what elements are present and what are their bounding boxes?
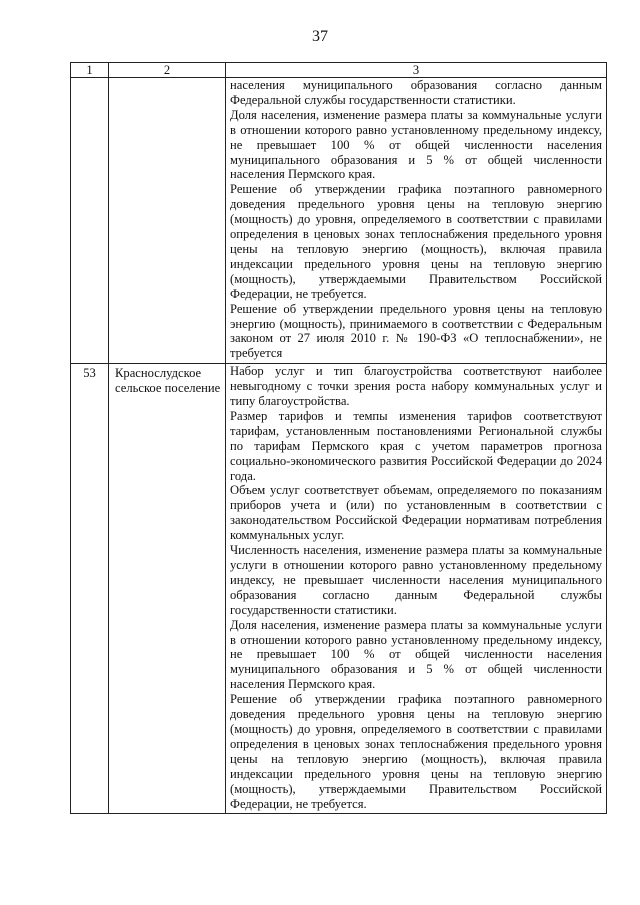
column-header-number: 1 (71, 63, 109, 78)
page-number: 37 (312, 28, 328, 45)
column-header-description: 3 (226, 63, 607, 78)
description-paragraph: Решение об утверждении графика поэтапного равномерного доведения предельного уровня цены на тепловую энергию (мощность) до уровня, определяемого в соответствии с правилами определения в ценовых зонах теплоснабжения предельного уровня цены на тепловую энергию (мощность), включая правила индексации предельного уровня цены на тепловую энергию (мощность), утверждаемыми Правительством Российской Федерации, не требуется. (230, 692, 602, 811)
municipality-name-cell: Краснослудское сельское поселение (109, 364, 226, 814)
row-number-cell: 53 (71, 364, 109, 814)
table-row (71, 78, 607, 364)
description-paragraph: Объем услуг соответствует объемам, определяемого по показаниям приборов учета и (или) по установленным в соответствии с законодательством Российской Федерации нормативам потребления коммунальных услуг. (230, 483, 602, 543)
description-paragraph: Решение об утверждении графика поэтапного равномерного доведения предельного уровня цены на тепловую энергию (мощность) до уровня, определяемого в соответствии с правилами определения в ценовых зонах теплоснабжения предельного уровня цены на тепловую энергию (мощность), включая правила индексации предельного уровня цены на тепловую энергию (мощность), утверждаемыми Правительством Российской Федерации, не требуется. (230, 182, 602, 301)
description-paragraph: Численность населения, изменение размера платы за коммунальные услуги в отношении которого равно установленному предельному индексу, не превышает численности населения муниципального образования согласно данным Федеральной службы государственности статистики. (230, 543, 602, 617)
description-paragraph: Набор услуг и тип благоустройства соответствуют наиболее невыгодному с точки зрения роста набору коммунальных услуг и типу благоустройства. (230, 364, 602, 409)
description-paragraph: Решение об утверждении предельного уровня цены на тепловую энергию (мощность), принимаемого в соответствии с Федеральным законом от 27 июля 2010 г. № 190-ФЗ «О теплоснабжении», не требуется (230, 301, 602, 361)
description-paragraph: Доля населения, изменение размера платы за коммунальные услуги в отношении которого равно установленному предельному индексу, не превышает 100 % от общей численности населения муниципального образования и 5 % от общей численности населения Пермского края. (230, 107, 602, 182)
tariff-table (70, 62, 607, 814)
description-paragraph: Размер тарифов и темпы изменения тарифов соответствуют тарифам, установленным постановлениями Региональной службы по тарифам Пермского края с учетом параметров прогноза социально-экономического развития Российской Федерации до 2024 года. (230, 408, 602, 483)
description-cell (226, 78, 607, 364)
description-paragraph: населения муниципального образования согласно данным Федеральной службы государственности статистики. (230, 78, 602, 107)
table-row (71, 364, 607, 814)
row-number-cell (71, 78, 109, 364)
description-paragraph: Доля населения, изменение размера платы за коммунальные услуги в отношении которого равно установленному предельному индексу, не превышает 100 % от общей численности населения муниципального образования и 5 % от общей численности населения Пермского края. (230, 617, 602, 692)
column-header-name: 2 (109, 63, 226, 78)
description-cell (226, 364, 607, 814)
table-header-row (71, 63, 607, 78)
municipality-name-cell (109, 78, 226, 364)
